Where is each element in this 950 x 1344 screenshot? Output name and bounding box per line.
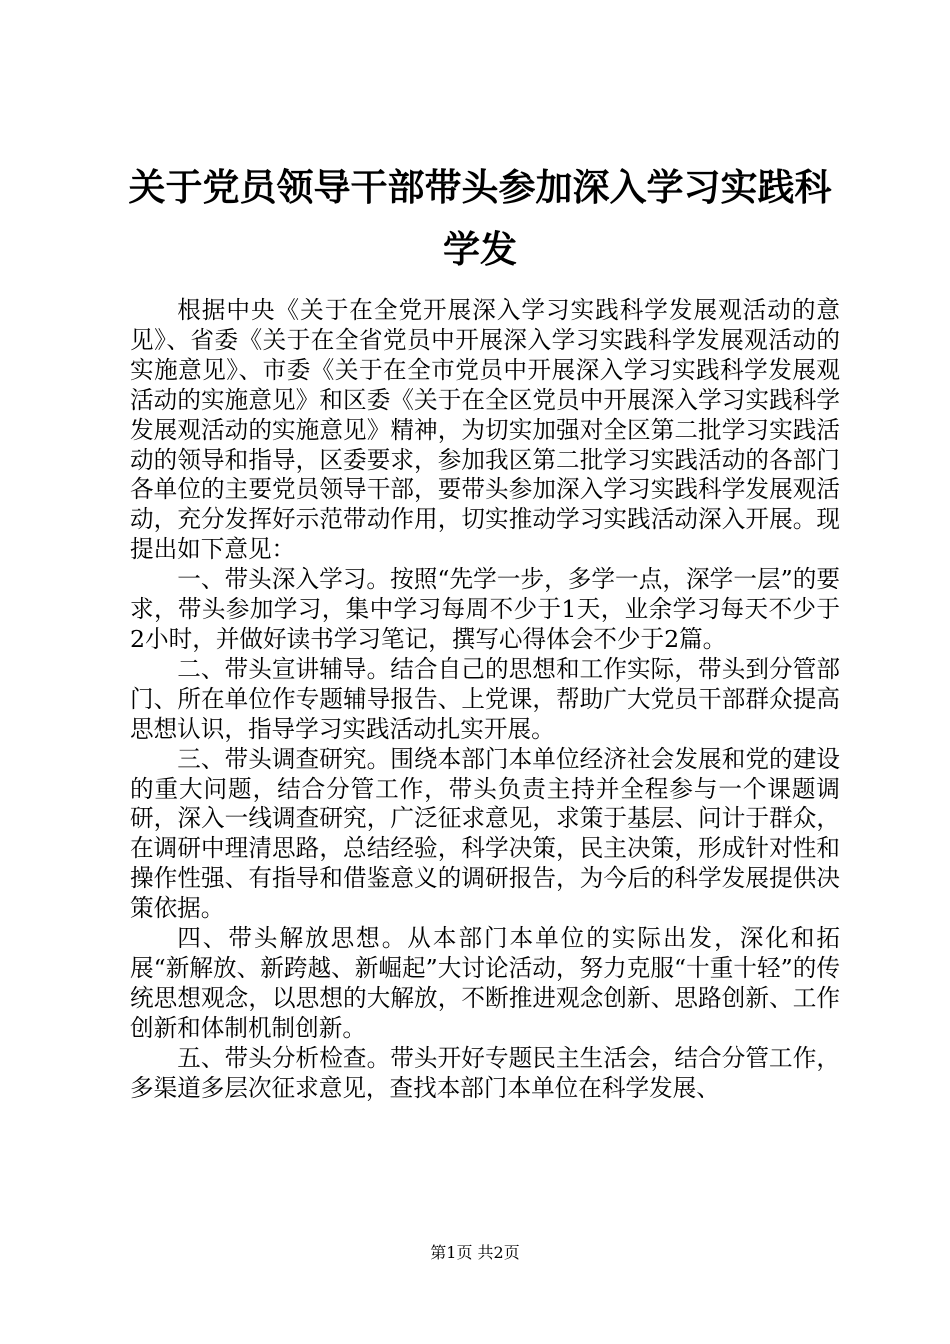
paragraph-item-1: 一、带头深入学习。按照“先学一步，多学一点，深学一层”的要求，带头参加学习，集中学习每周不少于1天，业余学习每天不少于2小时，并做好读书学习笔记，撰写心得体会不少于2篇。 [130,565,840,653]
paragraph-intro: 根据中央《关于在全党开展深入学习实践科学发展观活动的意见》、省委《关于在全省党员中开展深入学习实践科学发展观活动的实施意见》、市委《关于在全市党员中开展深入学习实践科学发展观活动的实施意见》和区委《关于在全区党员中开展深入学习实践科学发展观活动的实施意见》精神，为切实加强对全区第二批学习实践活动的领导和指导，区委要求，参加我区第二批学习实践活动的各部门各单位的主要党员领导干部，要带头参加深入学习实践科学发展观活动，充分发挥好示范带动作用，切实推动学习实践活动深入开展。现提出如下意见： [130,296,840,564]
paragraph-item-5: 五、带头分析检查。带头开好专题民主生活会，结合分管工作，多渠道多层次征求意见，查找本部门本单位在科学发展、 [130,1043,840,1102]
paragraph-item-4: 四、带头解放思想。从本部门本单位的实际出发，深化和拓展“新解放、新跨越、新崛起”大讨论活动，努力克服“十重十轻”的传统思想观念，以思想的大解放，不断推进观念创新、思路创新、工作创新和体制机制创新。 [130,924,840,1042]
document-title: 关于党员领导干部带头参加深入学习实践科学发 [128,165,832,271]
page-number-footer: 第1页 共2页 [430,1243,520,1262]
document-body [130,296,840,1103]
paragraph-item-2: 二、带头宣讲辅导。结合自己的思想和工作实际，带头到分管部门、所在单位作专题辅导报告、上党课，帮助广大党员干部群众提高思想认识，指导学习实践活动扎实开展。 [130,654,840,743]
paragraph-item-3: 三、带头调查研究。围绕本部门本单位经济社会发展和党的建设的重大问题，结合分管工作，带头负责主持并全程参与一个课题调研，深入一线调查研究，广泛征求意见，求策于基层、问计于群众，在调研中理清思路，总结经验，科学决策，民主决策，形成针对性和操作性强、有指导和借鉴意义的调研报告，为今后的科学发展提供决策依据。 [130,744,840,923]
